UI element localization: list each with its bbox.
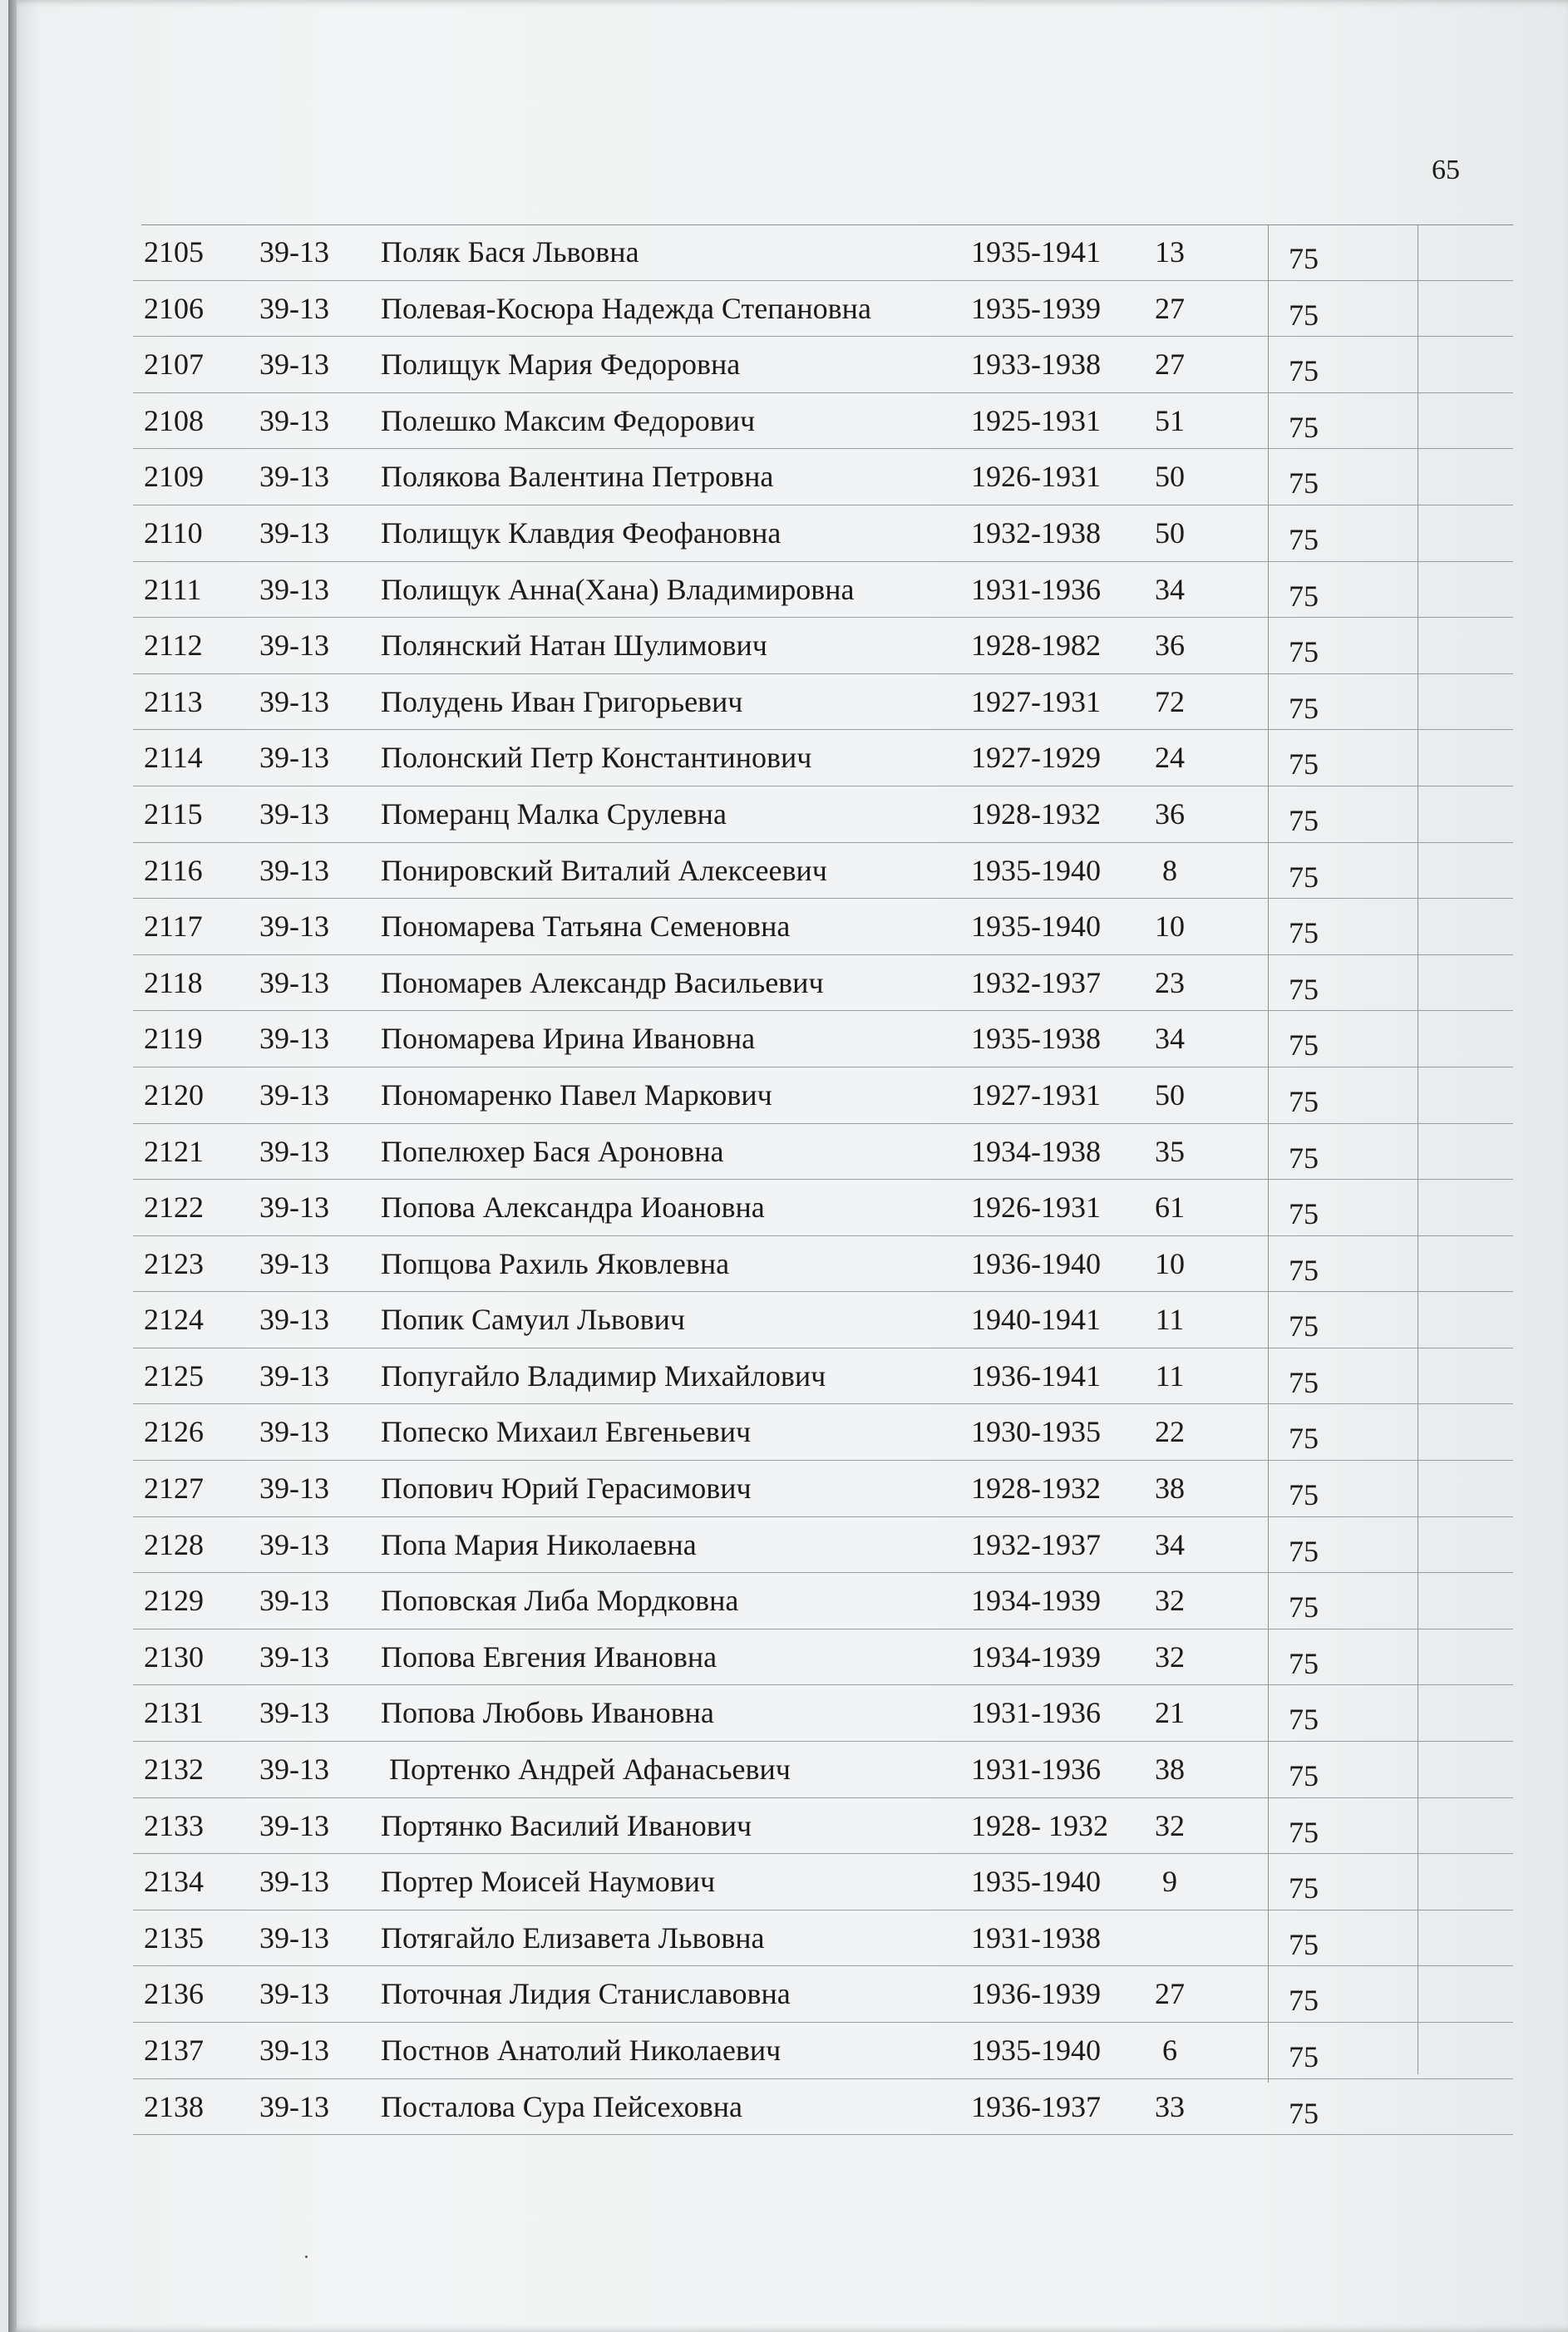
retention-mark: 75 xyxy=(1289,1197,1319,1231)
sheet-count: 50 xyxy=(1155,1077,1185,1112)
retention-mark: 75 xyxy=(1289,635,1319,669)
retention-mark: 75 xyxy=(1289,691,1319,725)
table-row xyxy=(133,1236,1513,1293)
retention-mark: 75 xyxy=(1289,242,1319,275)
person-name: Полянский Натан Шулимович xyxy=(381,629,767,663)
retention-mark: 75 xyxy=(1289,1815,1319,1849)
years-range: 1935-1939 xyxy=(971,291,1101,325)
years-range: 1935-1938 xyxy=(971,1022,1101,1056)
sheet-count: 34 xyxy=(1155,1527,1185,1561)
page-binding-edge xyxy=(8,0,17,2332)
entry-number: 2138 xyxy=(144,2089,204,2123)
table-row xyxy=(133,224,1513,281)
sheet-count: 23 xyxy=(1155,965,1185,999)
fund-code: 39-13 xyxy=(259,629,329,663)
retention-mark: 75 xyxy=(1289,466,1319,500)
entry-number: 2109 xyxy=(144,460,204,494)
person-name: Попова Евгения Ивановна xyxy=(381,1639,717,1674)
table-row xyxy=(133,1461,1513,1517)
table-row xyxy=(133,1292,1513,1348)
sheet-count: 34 xyxy=(1155,572,1185,606)
person-name: Посталова Сура Пейсеховна xyxy=(381,2089,742,2123)
person-name: Пономаренко Павел Маркович xyxy=(381,1077,772,1112)
retention-mark: 75 xyxy=(1289,1590,1319,1625)
table-row xyxy=(133,393,1513,450)
entry-number: 2131 xyxy=(144,1696,204,1730)
years-range: 1928- 1932 xyxy=(971,1808,1108,1842)
years-range: 1935-1940 xyxy=(971,1865,1101,1899)
fund-code: 39-13 xyxy=(259,1022,329,1056)
person-name: Поповская Либа Мордковна xyxy=(381,1584,739,1618)
table-row xyxy=(133,1124,1513,1181)
table-row xyxy=(133,1854,1513,1910)
years-range: 1936-1940 xyxy=(971,1246,1101,1280)
person-name: Попик Самуил Львович xyxy=(381,1303,685,1337)
retention-mark: 75 xyxy=(1289,1141,1319,1175)
table-row xyxy=(133,1067,1513,1124)
years-range: 1926-1931 xyxy=(971,1191,1101,1225)
entry-number: 2123 xyxy=(144,1246,204,1280)
fund-code: 39-13 xyxy=(259,235,329,269)
fund-code: 39-13 xyxy=(259,403,329,437)
sheet-count: 33 xyxy=(1155,2089,1185,2123)
person-name: Попа Мария Николаевна xyxy=(381,1527,697,1561)
sheet-count: 11 xyxy=(1155,1358,1185,1393)
sheet-count: 11 xyxy=(1155,1303,1185,1337)
sheet-count: 9 xyxy=(1162,1865,1177,1899)
retention-mark: 75 xyxy=(1289,916,1319,950)
retention-mark: 75 xyxy=(1289,803,1319,837)
person-name: Попеско Михаил Евгеньевич xyxy=(381,1415,752,1449)
retention-mark: 75 xyxy=(1289,1646,1319,1680)
table-row xyxy=(133,843,1513,900)
retention-mark: 75 xyxy=(1289,1309,1319,1343)
fund-code: 39-13 xyxy=(259,572,329,606)
entry-number: 2122 xyxy=(144,1191,204,1225)
sheet-count: 50 xyxy=(1155,460,1185,494)
years-range: 1934-1939 xyxy=(971,1639,1101,1674)
table-row xyxy=(133,1404,1513,1461)
years-range: 1927-1931 xyxy=(971,1077,1101,1112)
years-range: 1927-1929 xyxy=(971,741,1101,775)
sheet-count: 10 xyxy=(1155,1246,1185,1280)
person-name: Поточная Лидия Станиславовна xyxy=(381,1977,791,2011)
years-range: 1935-1940 xyxy=(971,853,1101,887)
years-range: 1927-1931 xyxy=(971,684,1101,718)
years-range: 1925-1931 xyxy=(971,403,1101,437)
person-name: Пониpовский Виталий Алексеевич xyxy=(381,853,827,887)
retention-mark: 75 xyxy=(1289,1534,1319,1568)
years-range: 1928-1932 xyxy=(971,796,1101,831)
years-range: 1930-1935 xyxy=(971,1415,1101,1449)
fund-code: 39-13 xyxy=(259,1920,329,1955)
person-name: Полудень Иван Григорьевич xyxy=(381,684,743,718)
table-row xyxy=(133,562,1513,619)
sheet-count: 22 xyxy=(1155,1415,1185,1449)
entry-number: 2110 xyxy=(144,515,203,550)
entry-number: 2136 xyxy=(144,1977,204,2011)
table-row xyxy=(133,1685,1513,1742)
entry-number: 2113 xyxy=(144,684,203,718)
table-row xyxy=(133,674,1513,731)
person-name: Померанц Малка Срулевна xyxy=(381,796,727,831)
fund-code: 39-13 xyxy=(259,1303,329,1337)
entry-number: 2107 xyxy=(144,348,204,382)
sheet-count: 51 xyxy=(1155,403,1185,437)
person-name: Попугайло Владимир Михайлович xyxy=(381,1358,826,1393)
entry-number: 2119 xyxy=(144,1022,203,1056)
fund-code: 39-13 xyxy=(259,1246,329,1280)
years-range: 1936-1941 xyxy=(971,1358,1101,1393)
fund-code: 39-13 xyxy=(259,1415,329,1449)
fund-code: 39-13 xyxy=(259,1584,329,1618)
person-name: Полищук Анна(Хана) Владимировна xyxy=(381,572,855,606)
entry-number: 2134 xyxy=(144,1865,204,1899)
retention-mark: 75 xyxy=(1289,579,1319,613)
fund-code: 39-13 xyxy=(259,1191,329,1225)
table-row xyxy=(133,281,1513,338)
entry-number: 2112 xyxy=(144,629,203,663)
retention-mark: 75 xyxy=(1289,1084,1319,1118)
table-row xyxy=(133,1966,1513,2023)
entry-number: 2128 xyxy=(144,1527,204,1561)
fund-code: 39-13 xyxy=(259,1696,329,1730)
years-range: 1931-1936 xyxy=(971,572,1101,606)
years-range: 1931-1936 xyxy=(971,1696,1101,1730)
table-row xyxy=(133,2023,1513,2079)
years-range: 1933-1938 xyxy=(971,348,1101,382)
retention-mark: 75 xyxy=(1289,1927,1319,1961)
years-range: 1934-1939 xyxy=(971,1584,1101,1618)
entry-number: 2133 xyxy=(144,1808,204,1842)
table-row xyxy=(133,1798,1513,1855)
entry-number: 2111 xyxy=(144,572,202,606)
entry-number: 2105 xyxy=(144,235,204,269)
person-name: Попелюхер Бася Ароновна xyxy=(381,1134,724,1168)
retention-mark: 75 xyxy=(1289,972,1319,1006)
fund-code: 39-13 xyxy=(259,1472,329,1506)
fund-code: 39-13 xyxy=(259,1753,329,1787)
table-row xyxy=(133,955,1513,1012)
years-range: 1940-1941 xyxy=(971,1303,1101,1337)
person-name: Постнов Анатолий Николаевич xyxy=(381,2034,782,2067)
paper-speck xyxy=(305,2256,308,2258)
retention-mark: 75 xyxy=(1289,1984,1319,2018)
person-name: Портенко Андрей Афанасьевич xyxy=(389,1753,791,1787)
years-range: 1935-1940 xyxy=(971,2034,1101,2067)
retention-mark: 75 xyxy=(1289,1703,1319,1737)
sheet-count: 36 xyxy=(1155,796,1185,831)
fund-code: 39-13 xyxy=(259,1077,329,1112)
table-row xyxy=(133,449,1513,505)
sheet-count: 32 xyxy=(1155,1808,1185,1842)
person-name: Потягайло Елизавета Львовна xyxy=(381,1920,765,1955)
years-range: 1932-1937 xyxy=(971,1527,1101,1561)
table-row xyxy=(133,618,1513,674)
fund-code: 39-13 xyxy=(259,1527,329,1561)
years-range: 1926-1931 xyxy=(971,460,1101,494)
fund-code: 39-13 xyxy=(259,1977,329,2011)
entry-number: 2108 xyxy=(144,403,204,437)
person-name: Полякова Валентина Петровна xyxy=(381,460,774,494)
sheet-count: 6 xyxy=(1162,2034,1177,2067)
table-row xyxy=(133,2079,1513,2136)
fund-code: 39-13 xyxy=(259,1134,329,1168)
sheet-count: 72 xyxy=(1155,684,1185,718)
fund-code: 39-13 xyxy=(259,515,329,550)
fund-code: 39-13 xyxy=(259,796,329,831)
fund-code: 39-13 xyxy=(259,1865,329,1899)
entry-number: 2120 xyxy=(144,1077,204,1112)
sheet-count: 24 xyxy=(1155,741,1185,775)
person-name: Пономарев Александр Васильевич xyxy=(381,965,824,999)
person-name: Попович Юрий Герасимович xyxy=(381,1472,752,1506)
years-range: 1935-1941 xyxy=(971,235,1101,269)
table-row xyxy=(133,1629,1513,1686)
person-name: Полищук Клавдия Феофановна xyxy=(381,515,782,550)
sheet-count: 21 xyxy=(1155,1696,1185,1730)
entry-number: 2135 xyxy=(144,1920,204,1955)
fund-code: 39-13 xyxy=(259,460,329,494)
ledger-rows xyxy=(133,224,1513,2135)
sheet-count: 34 xyxy=(1155,1022,1185,1056)
retention-mark: 75 xyxy=(1289,1365,1319,1399)
person-name: Попова Любовь Ивановна xyxy=(381,1696,714,1730)
person-name: Попцова Рахиль Яковлевна xyxy=(381,1246,730,1280)
entry-number: 2117 xyxy=(144,910,203,944)
fund-code: 39-13 xyxy=(259,853,329,887)
years-range: 1928-1982 xyxy=(971,629,1101,663)
person-name: Портер Моисей Наумович xyxy=(381,1865,716,1899)
years-range: 1928-1932 xyxy=(971,1472,1101,1506)
sheet-count: 8 xyxy=(1162,853,1177,887)
retention-mark: 75 xyxy=(1289,1759,1319,1793)
document-page xyxy=(8,0,1568,2332)
ledger-table xyxy=(133,224,1513,2130)
retention-mark: 75 xyxy=(1289,1028,1319,1062)
sheet-count: 38 xyxy=(1155,1753,1185,1787)
person-name: Пономарева Ирина Ивановна xyxy=(381,1022,756,1056)
sheet-count: 61 xyxy=(1155,1191,1185,1225)
table-row xyxy=(133,1011,1513,1067)
person-name: Полешко Максим Федорович xyxy=(381,403,756,437)
sheet-count: 27 xyxy=(1155,348,1185,382)
fund-code: 39-13 xyxy=(259,741,329,775)
person-name: Попова Александра Иоановна xyxy=(381,1191,765,1225)
table-row xyxy=(133,337,1513,393)
entry-number: 2106 xyxy=(144,291,204,325)
years-range: 1931-1936 xyxy=(971,1753,1101,1787)
fund-code: 39-13 xyxy=(259,1808,329,1842)
retention-mark: 75 xyxy=(1289,354,1319,388)
entry-number: 2127 xyxy=(144,1472,204,1506)
years-range: 1935-1940 xyxy=(971,910,1101,944)
person-name: Пономарева Татьяна Семеновна xyxy=(381,910,791,944)
fund-code: 39-13 xyxy=(259,348,329,382)
retention-mark: 75 xyxy=(1289,522,1319,556)
person-name: Поляк Бася Львовна xyxy=(381,235,639,269)
entry-number: 2116 xyxy=(144,853,203,887)
retention-mark: 75 xyxy=(1289,1253,1319,1287)
retention-mark: 75 xyxy=(1289,1871,1319,1906)
sheet-count: 38 xyxy=(1155,1472,1185,1506)
retention-mark: 75 xyxy=(1289,298,1319,332)
person-name: Полищук Мария Федоровна xyxy=(381,348,741,382)
retention-mark: 75 xyxy=(1289,1478,1319,1512)
table-row xyxy=(133,1742,1513,1798)
table-row xyxy=(133,505,1513,562)
fund-code: 39-13 xyxy=(259,965,329,999)
sheet-count: 50 xyxy=(1155,515,1185,550)
fund-code: 39-13 xyxy=(259,684,329,718)
table-row xyxy=(133,786,1513,843)
table-row xyxy=(133,1180,1513,1236)
years-range: 1936-1937 xyxy=(971,2089,1101,2123)
fund-code: 39-13 xyxy=(259,1358,329,1393)
person-name: Полевая-Косюра Надежда Степановна xyxy=(381,291,871,325)
table-row xyxy=(133,1517,1513,1574)
table-row xyxy=(133,1573,1513,1629)
entry-number: 2132 xyxy=(144,1753,204,1787)
years-range: 1936-1939 xyxy=(971,1977,1101,2011)
retention-mark: 75 xyxy=(1289,747,1319,781)
person-name: Портянко Василий Иванович xyxy=(381,1808,752,1842)
fund-code: 39-13 xyxy=(259,910,329,944)
sheet-count: 32 xyxy=(1155,1584,1185,1618)
years-range: 1931-1938 xyxy=(971,1920,1101,1955)
retention-mark: 75 xyxy=(1289,860,1319,894)
years-range: 1932-1937 xyxy=(971,965,1101,999)
years-range: 1934-1938 xyxy=(971,1134,1101,1168)
retention-mark: 75 xyxy=(1289,2096,1319,2130)
fund-code: 39-13 xyxy=(259,291,329,325)
sheet-count: 35 xyxy=(1155,1134,1185,1168)
page-number: 65 xyxy=(1432,155,1460,185)
retention-mark: 75 xyxy=(1289,2040,1319,2073)
retention-mark: 75 xyxy=(1289,1422,1319,1456)
entry-number: 2121 xyxy=(144,1134,204,1168)
table-row xyxy=(133,899,1513,955)
entry-number: 2125 xyxy=(144,1358,204,1393)
entry-number: 2130 xyxy=(144,1639,204,1674)
entry-number: 2124 xyxy=(144,1303,204,1337)
entry-number: 2129 xyxy=(144,1584,204,1618)
sheet-count: 10 xyxy=(1155,910,1185,944)
entry-number: 2115 xyxy=(144,796,203,831)
entry-number: 2118 xyxy=(144,965,203,999)
entry-number: 2137 xyxy=(144,2034,204,2067)
sheet-count: 13 xyxy=(1155,235,1185,269)
fund-code: 39-13 xyxy=(259,1639,329,1674)
person-name: Полонский Петр Константинович xyxy=(381,741,812,775)
sheet-count: 27 xyxy=(1155,291,1185,325)
table-row xyxy=(133,1910,1513,1967)
fund-code: 39-13 xyxy=(259,2089,329,2123)
sheet-count: 36 xyxy=(1155,629,1185,663)
sheet-count: 32 xyxy=(1155,1639,1185,1674)
table-row xyxy=(133,730,1513,786)
years-range: 1932-1938 xyxy=(971,515,1101,550)
retention-mark: 75 xyxy=(1289,410,1319,444)
sheet-count: 27 xyxy=(1155,1977,1185,2011)
fund-code: 39-13 xyxy=(259,2034,329,2067)
entry-number: 2114 xyxy=(144,741,203,775)
table-row xyxy=(133,1348,1513,1405)
entry-number: 2126 xyxy=(144,1415,204,1449)
